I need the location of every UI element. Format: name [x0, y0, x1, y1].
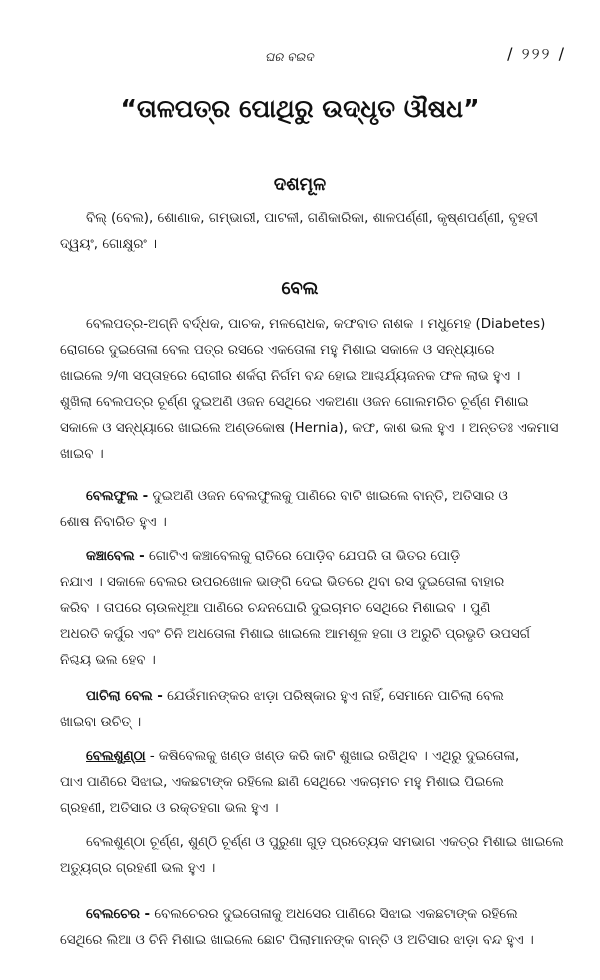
paragraph-line: ଦ୍ୱୟଂ, ଗୋକ୍ଷୁରଂ । — [60, 237, 158, 252]
paragraph-line: ଗ୍ରହଣୀ, ଅତିସାର ଓ ରକ୍ତହଗା ଭଲ ହୁଏ । — [60, 801, 279, 816]
entry-first-line — [60, 902, 575, 928]
entry-text: ଦୁଇଅଣି ଓଜନ ବେଲଫୁଲକୁ ପାଣିରେ ବାଟି ଖାଇଲେ ବାନ୍ତି, ଅତିସାର ଓ — [148, 489, 508, 504]
paragraph-line: ବେଲପତ୍ର-ଅଗ୍ନି ବର୍ଦ୍ଧକ, ପାଚକ, ମଳରୋଧକ, କଫବାତ ନାଶକ । ମଧୁମେହ (Diabetes) — [86, 317, 546, 332]
paragraph-line: ଶୁଖିଲା ବେଲପତ୍ର ଚୂର୍ଣ୍ଣ ଦୁଇଅଣି ଓଜନ ସେଥିରେ ଏକଅଣା ଓଜନ ଗୋଲମରିଚ ଚୂର୍ଣ୍ଣ ମିଶାଇ — [60, 395, 529, 410]
entry-term: କଞ୍ଚାବେଲ - — [86, 549, 145, 564]
entry-pachila-bela — [60, 684, 575, 736]
paragraph-line: ସକାଳେ ଓ ସନ୍ଧ୍ୟାରେ ଖାଇଲେ ଅଣ୍ଡକୋଷ (Hernia), କଫ, କାଶ ଭଲ ହୁଏ । ଅନ୍ତତଃ ଏକମାସ — [60, 421, 559, 436]
paragraph-line: ବିଲ୍ (ବେଲ), ଶୋଣାକ, ଗମ୍ଭାରୀ, ପାଟଳୀ, ଗଣିକାରିକା, ଶାଳପର୍ଣ୍ଣୀ, କୃଷ୍ଣପର୍ଣ୍ଣୀ, ବୃହତୀ — [86, 211, 539, 226]
entry-first-line: ବେଲଶୁଣ୍ଠା ଚୂର୍ଣ୍ଣ, ଶୁଣ୍ଠି ଚୂର୍ଣ୍ଣ ଓ ପୁରୁଣା ଗୁଡ଼ ପ୍ରତ୍ୟେକ ସମଭାଗ ଏକତ୍ର ମିଶାଇ ଖାଇଲେ — [86, 835, 564, 850]
section-heading-bela: ବେଲ — [281, 278, 319, 299]
paragraph-line: ସେଥିରେ ଲିଆ ଓ ଚିନି ମିଶାଇ ଖାଇଲେ ଛୋଟ ପିଲାମାନଙ୍କ ବାନ୍ତି ଓ ଅତିସାର ଝାଡ଼ା ବନ୍ଦ ହୁଏ । — [60, 933, 534, 948]
entry-text: - କଷିବେଲକୁ ଖଣ୍ଡ ଖଣ୍ଡ କରି କାଟି ଶୁଖାଇ ରଖିଥିବ । ଏଥିରୁ ଦୁଇତୋଳା, — [145, 749, 520, 764]
entry-bela-chera — [60, 902, 575, 954]
entry-bela-shuntha — [60, 744, 575, 822]
running-title: ଘର ବଇଦ — [265, 50, 314, 64]
entry-bela-shuntha-powder — [60, 830, 575, 882]
entry-kancha-bela — [60, 544, 575, 674]
paragraph-line: ଅଧରତି କର୍ପୁର ଏବଂ ଚିନି ଅଧତୋଳା ମିଶାଇ ଖାଇଲେ ଆମଶୂଳ ହଗା ଓ ଅରୁଚି ପ୍ରଭୃତି ଉପସର୍ଗ — [60, 627, 530, 642]
entry-first-line — [60, 544, 575, 570]
entry-first-line — [60, 684, 575, 710]
page-title: “ତାଳପତ୍ର ପୋଥିରୁ ଉଦ୍ଧୃତ ଔଷଧ” — [120, 94, 480, 123]
entry-term: ବେଲଫୁଲ - — [86, 489, 149, 504]
entry-text: ଯେଉଁମାନଙ୍କର ଝାଡ଼ା ପରିଷ୍କାର ହୁଏ ନାହିଁ, ସେମାନେ ପାଚିଲା ବେଲ — [162, 689, 504, 704]
entry-term: ବେଲଶୁଣ୍ଠା — [86, 749, 146, 764]
paragraph-line: ନଯାଏ । ସକାଳେ ବେଲର ଉପରଖୋଳ ଭାଙ୍ଗି ଦେଇ ଭିତରେ ଥିବା ରସ ଦୁଇତୋଳା ବାହାର — [60, 575, 505, 590]
paragraph-line: ପାଏ ପାଣିରେ ସିଝାଇ, ଏକଛଟାଙ୍କ ରହିଲେ ଛାଣି ସେଥିରେ ଏକଚାମଚ ମହୁ ମିଶାଇ ପିଇଲେ — [60, 775, 504, 790]
section-heading-dashamula: ଦଶମୂଳ — [273, 174, 327, 195]
entry-first-line — [60, 484, 575, 510]
paragraph-line: ଖାଇବ । — [60, 447, 104, 462]
entry-term: ପାଚିଲା ବେଲ - — [86, 689, 163, 704]
paragraph-line: ଖାଇଲେ ୨/୩ ସପ୍ତାହରେ ରୋଗୀର ଶର୍କରା ନିର୍ଗମ ବନ୍ଦ ହୋଇ ଆଶ୍ଚର୍ଯ୍ୟଜନକ ଫଳ ଲାଭ ହୁଏ । — [60, 369, 521, 384]
entry-text: ବେଲଚେରର ଦୁଇତୋଳାକୁ ଅଧସେର ପାଣିରେ ସିଝାଇ ଏକଛଟାଙ୍କ ରହିଲେ — [150, 907, 518, 922]
paragraph-line: ଅତ୍ୟୁଗ୍ର ଗ୍ରହଣୀ ଭଲ ହୁଏ । — [60, 861, 216, 876]
entry-term: ବେଲଚେର - — [86, 907, 151, 922]
paragraph-line: ନିଶ୍ଚୟ ଭଲ ହେବ । — [60, 653, 156, 668]
paragraph-dashamula — [60, 206, 575, 258]
paragraph-line: କରିବ । ତାପରେ ଚାଉଳଧୂଆ ପାଣିରେ ଚନ୍ଦନଘୋରି ଦୁଇଚାମଚ ସେଥିରେ ମିଶାଇବ । ପୁଣି — [60, 601, 491, 616]
entry-text: ଗୋଟିଏ କଞ୍ଚାବେଲକୁ ରାତିରେ ପୋଡ଼ିବ ଯେପରି ତା ଭିତର ପୋଡ଼ି — [144, 549, 461, 564]
entry-bela-phula — [60, 484, 575, 536]
paragraph-bela — [60, 312, 575, 468]
page-number: / ୨୨୨ / — [507, 44, 566, 63]
entry-first-line — [60, 744, 575, 770]
paragraph-line: ରୋଗରେ ଦୁଇତୋଳା ବେଲ ପତ୍ର ରସରେ ଏକତୋଳା ମହୁ ମିଶାଇ ସକାଳେ ଓ ସନ୍ଧ୍ୟାରେ — [60, 343, 495, 358]
paragraph-line: ଖାଇବା ଉଚିତ୍ । — [60, 715, 142, 730]
paragraph-line: ଶୋଷ ନିବାରିତ ହୁଏ । — [60, 515, 167, 530]
